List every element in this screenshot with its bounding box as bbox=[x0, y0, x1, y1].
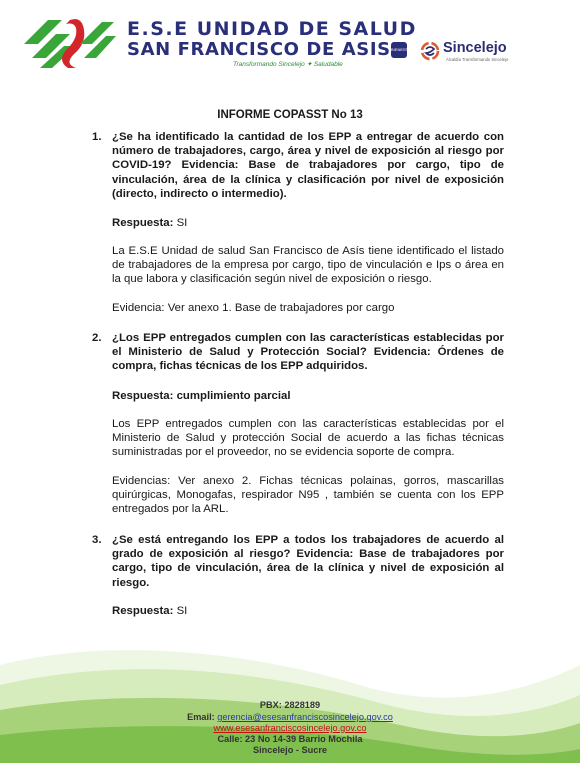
website-link[interactable]: www.esesanfranciscosincelejo.gov.co bbox=[213, 723, 367, 733]
report-title: INFORME COPASST No 13 bbox=[217, 109, 363, 121]
answer-2-body: Los EPP entregados cumplen con las características establecidas por el Ministerio de Salud y protección Social de acuerdo a las fichas técnicas suministradas por el proveedor, no se evidencia soporte de compra. bbox=[112, 418, 504, 459]
bienestar-badge: BIENESTAR bbox=[391, 42, 407, 58]
answer-value: SI bbox=[173, 605, 188, 617]
answer-label: Respuesta: bbox=[112, 217, 174, 229]
answer-1-evidence: Evidencia: Ver anexo 1. Base de trabajadores por cargo bbox=[112, 302, 395, 314]
header-tagline: Transformando Sincelejo ✦ Saludable bbox=[233, 61, 343, 68]
question-number: 3. bbox=[92, 534, 102, 546]
header-line1: E.S.E UNIDAD DE SALUD bbox=[127, 18, 417, 40]
footer-email-line bbox=[0, 712, 580, 722]
answer-1 bbox=[112, 216, 504, 230]
question-number: 2. bbox=[92, 332, 102, 344]
sincelejo-logo-icon bbox=[420, 41, 440, 61]
question-text: ¿Se ha identificado la cantidad de los EPP a entregar de acuerdo con número de trabajadores, cargo, área y nivel de exposición al riesgo por COVID-19? Evidencia: Base de trabajadores por cargo, tipo de vinculación, área de la clínica y clasificación por nivel de exposición (directo, indirecto o intermedio). bbox=[112, 131, 504, 200]
footer-pbx: PBX: 2828189 bbox=[259, 700, 321, 710]
partner-name: Sincelejo bbox=[443, 40, 507, 56]
header-line2: SAN FRANCISCO DE ASIS bbox=[127, 39, 391, 60]
footer-website bbox=[0, 723, 580, 733]
answer-3 bbox=[112, 604, 504, 618]
partner-sub: Alcaldía Transformando Sincelejo bbox=[446, 57, 509, 62]
footer-address: Calle: 23 No 14-39 Barrio Mochila bbox=[217, 734, 363, 744]
answer-1-body: La E.S.E Unidad de salud San Francisco de Asís tiene identificado el listado de trabajadores de la empresa por cargo, tipo de vinculación e Ips o área en la que labora y clasificación según nivel de exposición o riesgo. bbox=[112, 245, 504, 286]
question-text: ¿Se está entregando los EPP a todos los trabajadores de acuerdo al grado de exposición al riesgo? Evidencia: Base de trabajadores por cargo, tipo de vinculación, área de la clínica y nivel de exposición al riesgo. bbox=[112, 534, 504, 589]
answer-2: Respuesta: cumplimiento parcial bbox=[112, 390, 291, 402]
footer-city: Sincelejo - Sucre bbox=[252, 745, 328, 755]
question-number: 1. bbox=[92, 131, 102, 143]
answer-label: Respuesta: bbox=[112, 605, 174, 617]
answer-2-evidence: Evidencias: Ver anexo 2. Fichas técnicas polainas, gorros, mascarillas quirúrgicas, Monogafas, respirador N95 , también se cuenta con los EPP entregados por la ARL. bbox=[112, 475, 504, 516]
question-text: ¿Los EPP entregados cumplen con las características establecidas por el Ministerio de Salud y Protección Social? Evidencia: Órdenes de compra, fichas técnicas de los EPP adquiridos. bbox=[112, 332, 504, 373]
answer-value: SI bbox=[173, 217, 188, 229]
footer-email-label: Email: bbox=[187, 712, 218, 722]
ese-logo-icon bbox=[18, 14, 118, 70]
email-link[interactable]: gerencia@esesanfranciscosincelejo.gov.co bbox=[217, 712, 393, 722]
